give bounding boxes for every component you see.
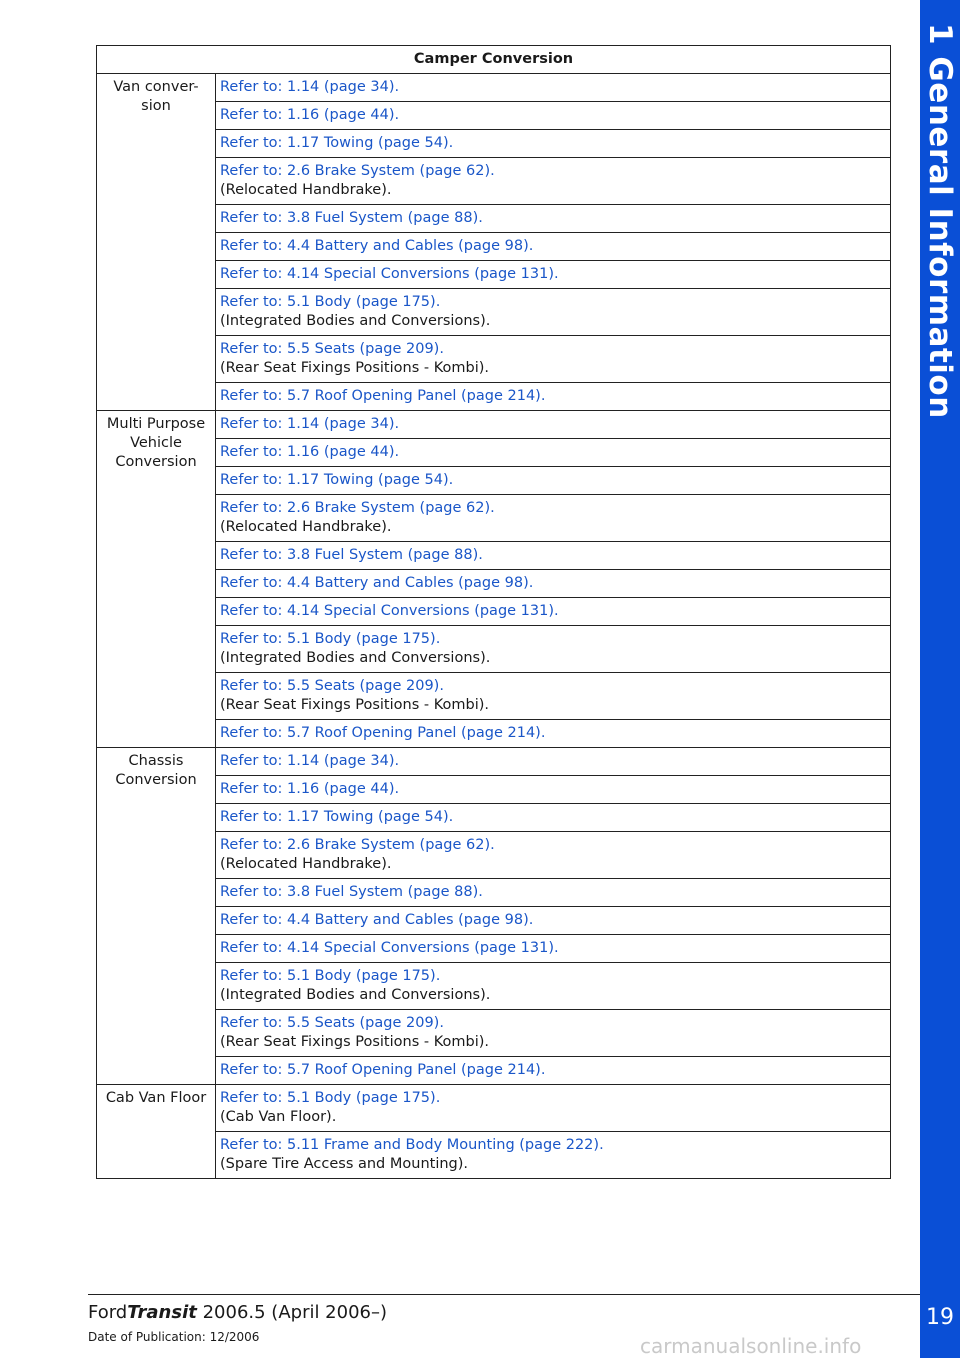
table-row xyxy=(97,542,891,570)
reference-cell xyxy=(216,879,891,907)
table-row xyxy=(97,907,891,935)
reference-note: (Integrated Bodies and Conversions). xyxy=(220,313,491,329)
reference-cell xyxy=(216,776,891,804)
watermark: carmanualsonline.info xyxy=(640,1334,862,1358)
conversion-type-cell xyxy=(97,74,216,411)
reference-note: (Integrated Bodies and Conversions). xyxy=(220,650,491,666)
reference-cell xyxy=(216,804,891,832)
reference-cell xyxy=(216,935,891,963)
reference-link[interactable]: Refer to: 1.17 Towing (page 54). xyxy=(220,135,454,151)
reference-note: (Cab Van Floor). xyxy=(220,1109,337,1125)
table-row xyxy=(97,102,891,130)
reference-cell xyxy=(216,495,891,542)
reference-link[interactable]: Refer to: 5.5 Seats (page 209). xyxy=(220,678,444,694)
table-row xyxy=(97,336,891,383)
reference-link[interactable]: Refer to: 5.7 Roof Opening Panel (page 214). xyxy=(220,725,546,741)
reference-link[interactable]: Refer to: 1.14 (page 34). xyxy=(220,416,400,432)
table-row xyxy=(97,776,891,804)
table-row xyxy=(97,467,891,495)
reference-link[interactable]: Refer to: 4.4 Battery and Cables (page 98). xyxy=(220,238,534,254)
footer-brand: Ford xyxy=(88,1302,128,1323)
table-row xyxy=(97,598,891,626)
footer-model: Transit xyxy=(127,1302,197,1323)
reference-note: (Relocated Handbrake). xyxy=(220,856,392,872)
reference-link[interactable]: Refer to: 1.14 (page 34). xyxy=(220,753,400,769)
reference-cell xyxy=(216,74,891,102)
reference-link[interactable]: Refer to: 5.11 Frame and Body Mounting (page 222). xyxy=(220,1137,604,1153)
footer-title xyxy=(88,1302,387,1323)
reference-link[interactable]: Refer to: 1.14 (page 34). xyxy=(220,79,400,95)
reference-link[interactable]: Refer to: 3.8 Fuel System (page 88). xyxy=(220,547,483,563)
reference-link[interactable]: Refer to: 5.1 Body (page 175). xyxy=(220,968,441,984)
reference-link[interactable]: Refer to: 5.5 Seats (page 209). xyxy=(220,341,444,357)
reference-cell xyxy=(216,598,891,626)
table-row xyxy=(97,720,891,748)
reference-cell xyxy=(216,963,891,1010)
reference-link[interactable]: Refer to: 4.14 Special Conversions (page 131). xyxy=(220,266,559,282)
reference-cell xyxy=(216,289,891,336)
reference-link[interactable]: Refer to: 4.14 Special Conversions (page 131). xyxy=(220,940,559,956)
reference-cell xyxy=(216,467,891,495)
footer-divider xyxy=(88,1294,920,1295)
reference-cell xyxy=(216,411,891,439)
table-row xyxy=(97,261,891,289)
conversion-type-label: sion xyxy=(141,98,171,114)
reference-note: (Rear Seat Fixings Positions - Kombi). xyxy=(220,360,489,376)
table-row xyxy=(97,205,891,233)
conversion-type-label: Chassis Conversion xyxy=(115,753,197,788)
reference-link[interactable]: Refer to: 5.1 Body (page 175). xyxy=(220,294,441,310)
reference-cell xyxy=(216,383,891,411)
table-row xyxy=(97,935,891,963)
reference-link[interactable]: Refer to: 1.16 (page 44). xyxy=(220,444,400,460)
table-row xyxy=(97,233,891,261)
reference-cell xyxy=(216,1085,891,1132)
table-row xyxy=(97,626,891,673)
conversion-type-cell xyxy=(97,1085,216,1179)
table-row xyxy=(97,804,891,832)
publication-date: Date of Publication: 12/2006 xyxy=(88,1330,260,1344)
table-row xyxy=(97,963,891,1010)
reference-cell xyxy=(216,130,891,158)
table-row xyxy=(97,383,891,411)
table-row xyxy=(97,1085,891,1132)
table-heading: Camper Conversion xyxy=(97,46,891,74)
reference-cell xyxy=(216,832,891,879)
table-row xyxy=(97,673,891,720)
reference-cell xyxy=(216,907,891,935)
table-row xyxy=(97,1057,891,1085)
conversion-type-cell xyxy=(97,411,216,748)
reference-cell xyxy=(216,102,891,130)
conversion-table xyxy=(96,45,891,1179)
reference-link[interactable]: Refer to: 2.6 Brake System (page 62). xyxy=(220,163,495,179)
table-row xyxy=(97,158,891,205)
reference-link[interactable]: Refer to: 4.4 Battery and Cables (page 98). xyxy=(220,575,534,591)
reference-link[interactable]: Refer to: 2.6 Brake System (page 62). xyxy=(220,837,495,853)
reference-link[interactable]: Refer to: 3.8 Fuel System (page 88). xyxy=(220,210,483,226)
reference-cell xyxy=(216,626,891,673)
table-row xyxy=(97,1010,891,1057)
reference-cell xyxy=(216,439,891,467)
table-body xyxy=(97,74,891,1179)
table-row xyxy=(97,439,891,467)
table-row xyxy=(97,1132,891,1179)
reference-cell xyxy=(216,1010,891,1057)
reference-note: (Rear Seat Fixings Positions - Kombi). xyxy=(220,1034,489,1050)
table-row xyxy=(97,130,891,158)
reference-link[interactable]: Refer to: 3.8 Fuel System (page 88). xyxy=(220,884,483,900)
reference-cell xyxy=(216,748,891,776)
reference-cell xyxy=(216,1132,891,1179)
table-row xyxy=(97,570,891,598)
reference-note: (Spare Tire Access and Mounting). xyxy=(220,1156,469,1172)
reference-link[interactable]: Refer to: 4.4 Battery and Cables (page 98). xyxy=(220,912,534,928)
conversion-type-label: Van conver- xyxy=(113,79,199,95)
conversion-type-label: Cab Van Floor xyxy=(105,1090,207,1106)
table-row xyxy=(97,289,891,336)
reference-cell xyxy=(216,336,891,383)
section-title-tab[interactable] xyxy=(920,6,960,436)
reference-link[interactable]: Refer to: 1.17 Towing (page 54). xyxy=(220,472,454,488)
reference-cell xyxy=(216,720,891,748)
reference-link[interactable]: Refer to: 5.5 Seats (page 209). xyxy=(220,1015,444,1031)
reference-link[interactable]: Refer to: 5.1 Body (page 175). xyxy=(220,1090,441,1106)
conversion-type-cell xyxy=(97,748,216,1085)
table-row xyxy=(97,495,891,542)
reference-note: (Integrated Bodies and Conversions). xyxy=(220,987,491,1003)
reference-cell xyxy=(216,673,891,720)
reference-link[interactable]: Refer to: 1.17 Towing (page 54). xyxy=(220,809,454,825)
reference-cell xyxy=(216,205,891,233)
section-title: 1 General Information xyxy=(922,23,958,419)
footer-edition: 2006.5 (April 2006–) xyxy=(196,1302,388,1323)
reference-note: (Rear Seat Fixings Positions - Kombi). xyxy=(220,697,489,713)
reference-link[interactable]: Refer to: 5.7 Roof Opening Panel (page 214). xyxy=(220,1062,546,1078)
page-number: 19 xyxy=(926,1305,954,1330)
reference-cell xyxy=(216,158,891,205)
conversion-type-label: Multi Purpose Vehicle Conversion xyxy=(106,416,206,470)
reference-cell xyxy=(216,542,891,570)
reference-cell xyxy=(216,233,891,261)
reference-cell xyxy=(216,1057,891,1085)
reference-link[interactable]: Refer to: 2.6 Brake System (page 62). xyxy=(220,500,495,516)
table-row xyxy=(97,832,891,879)
reference-link[interactable]: Refer to: 1.16 (page 44). xyxy=(220,107,400,123)
reference-link[interactable]: Refer to: 4.14 Special Conversions (page 131). xyxy=(220,603,559,619)
table-row xyxy=(97,411,891,439)
reference-link[interactable]: Refer to: 5.7 Roof Opening Panel (page 214). xyxy=(220,388,546,404)
reference-note: (Relocated Handbrake). xyxy=(220,182,392,198)
table-row xyxy=(97,74,891,102)
table-row xyxy=(97,748,891,776)
reference-note: (Relocated Handbrake). xyxy=(220,519,392,535)
reference-link[interactable]: Refer to: 5.1 Body (page 175). xyxy=(220,631,441,647)
reference-cell xyxy=(216,261,891,289)
table-row xyxy=(97,879,891,907)
reference-link[interactable]: Refer to: 1.16 (page 44). xyxy=(220,781,400,797)
reference-cell xyxy=(216,570,891,598)
